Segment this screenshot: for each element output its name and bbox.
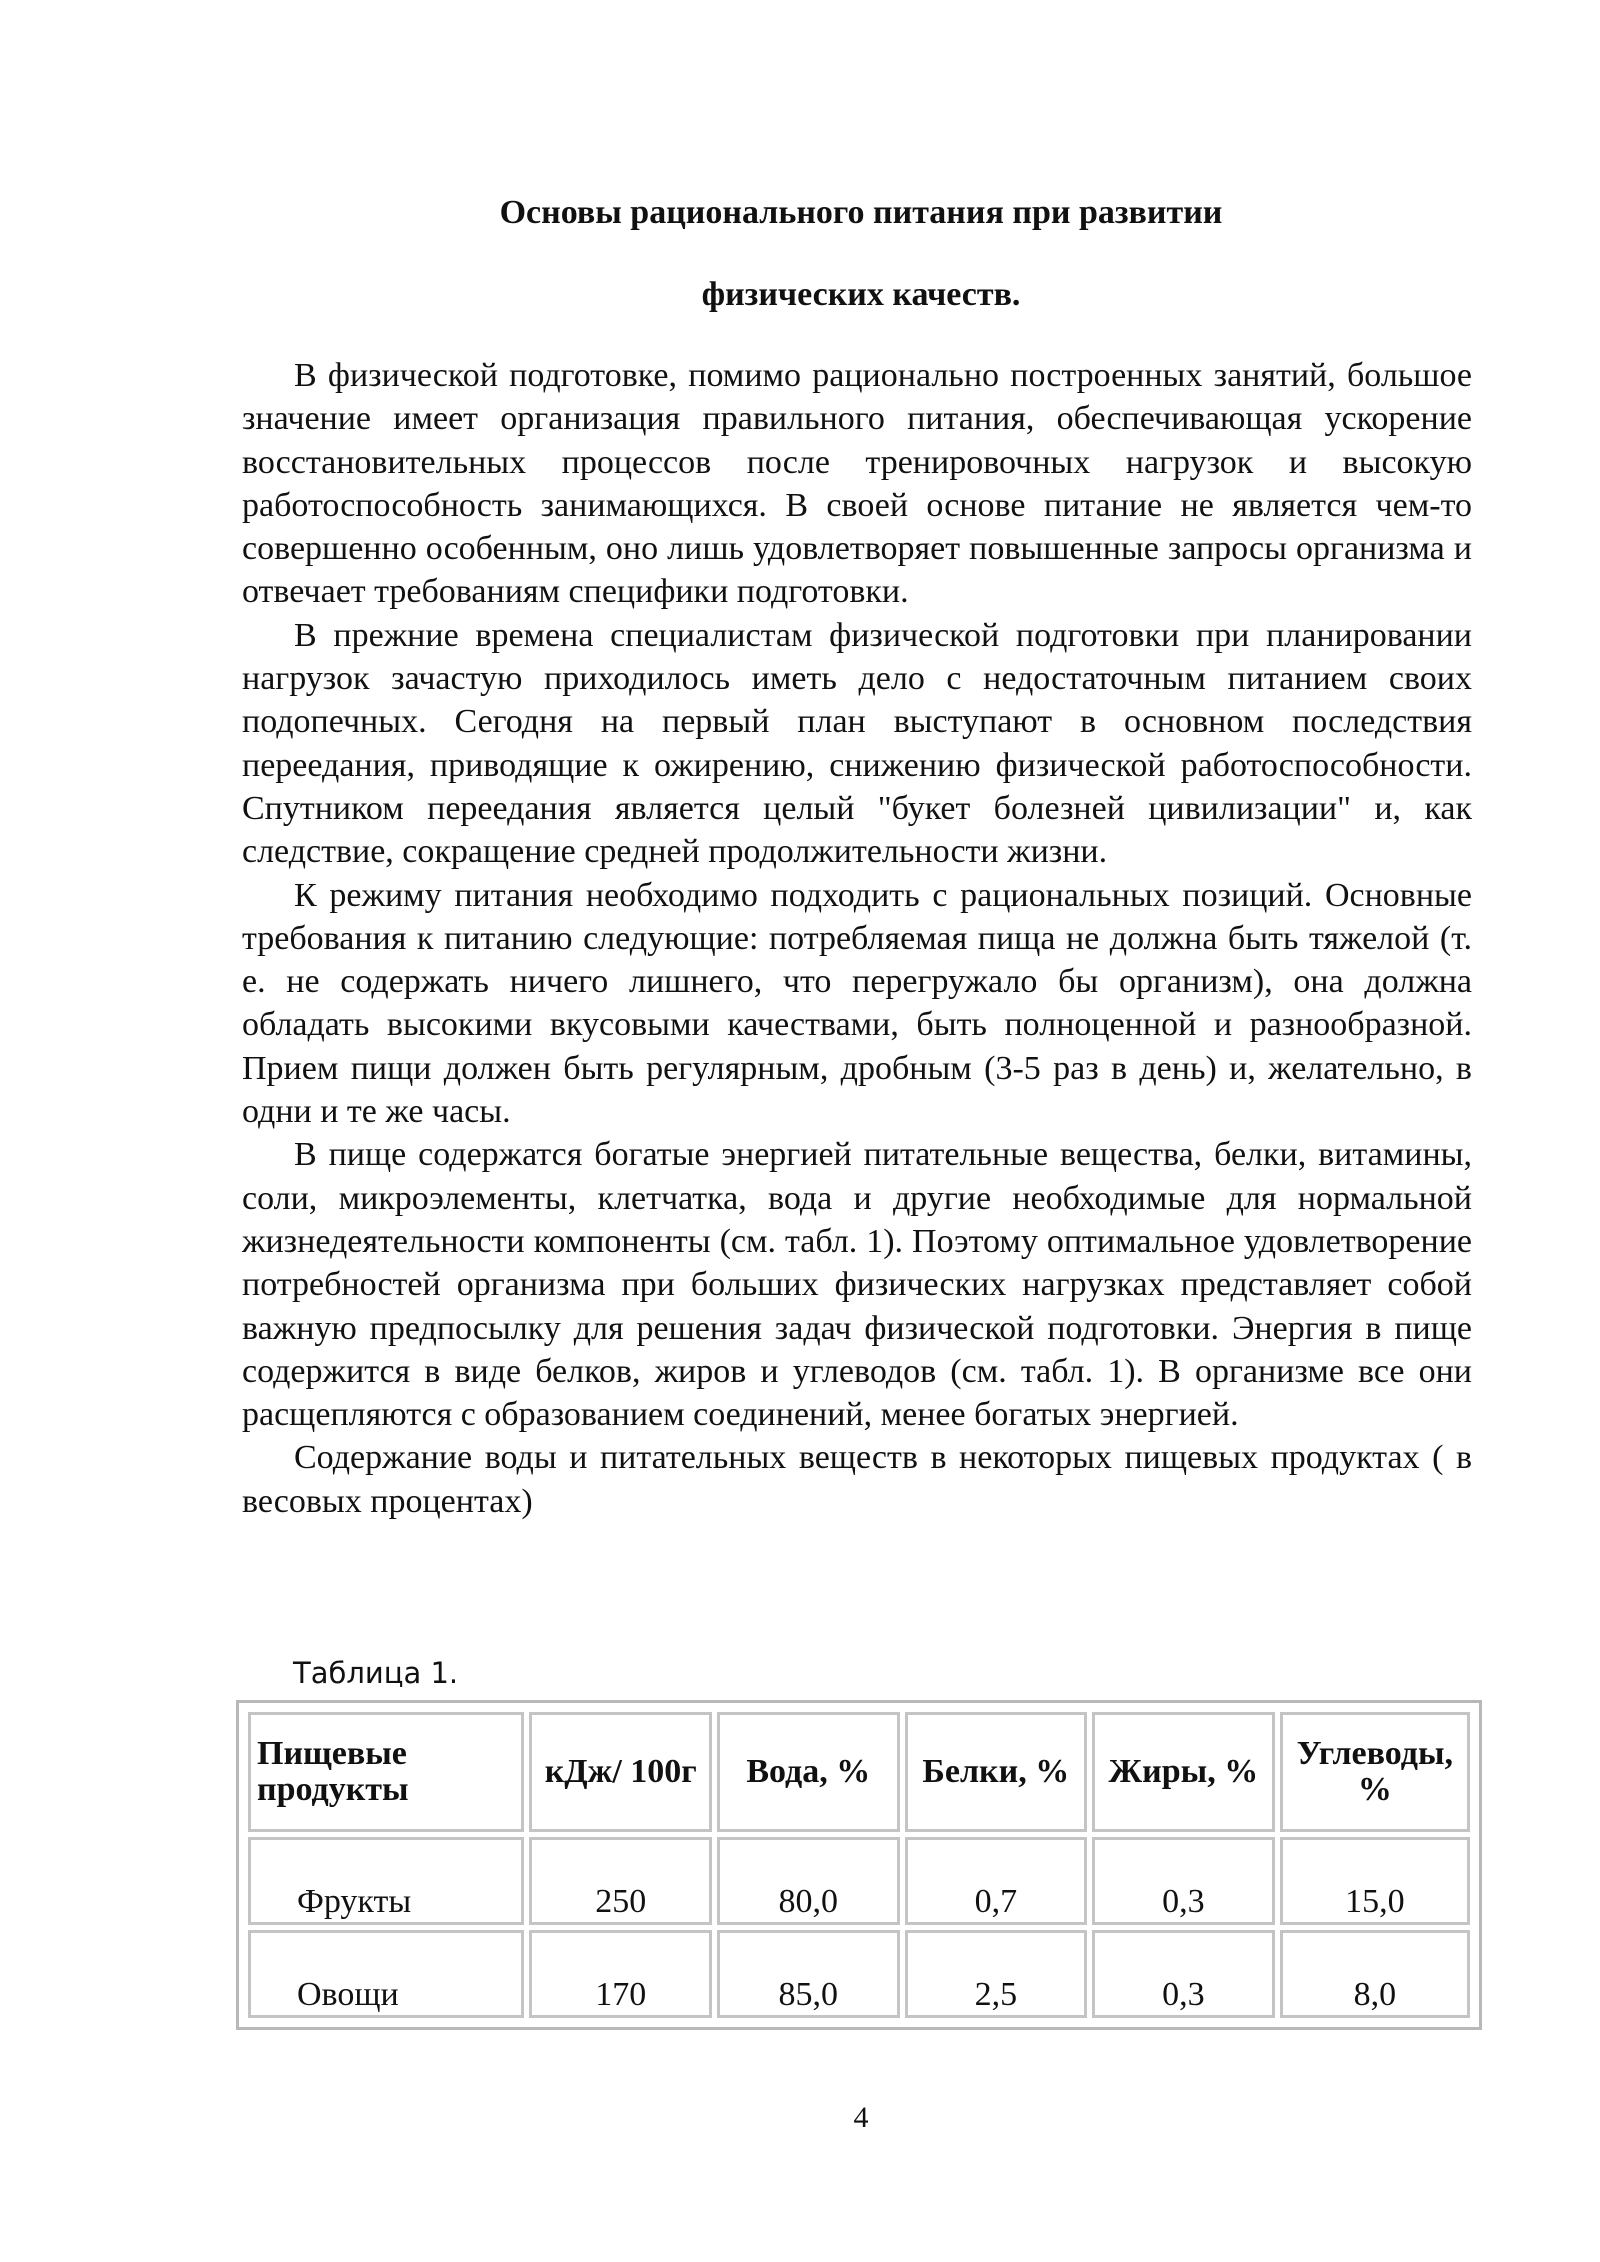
table-cell: Фрукты xyxy=(248,1837,524,1925)
table-cell: 85,0 xyxy=(717,1930,900,2018)
table-row xyxy=(248,1930,1470,2018)
header-cell: кДж/ 100г xyxy=(529,1712,712,1832)
body-text xyxy=(242,354,1472,1523)
table-caption: Таблица 1. xyxy=(293,1656,459,1690)
table-cell: 170 xyxy=(529,1930,712,2018)
table-cell: 0,7 xyxy=(905,1837,1088,1925)
table-cell: 8,0 xyxy=(1280,1930,1470,2018)
table-cell: Овощи xyxy=(248,1930,524,2018)
header-cell: Белки, % xyxy=(905,1712,1088,1832)
paragraph-4: В пище содержатся богатые энергией питательные вещества, белки, витамины, соли, микроэлементы, клетчатка, вода и другие необходимые для нормальной жизнедеятельности компоненты (см. табл. 1). Поэтому оптимальное удовлетворение потребностей организма при больших физических нагрузках представляет собой важную предпосылку для решения задач физической подготовки. Энергия в пище содержится в виде белков, жиров и углеводов (см. табл. 1). В организме все они расщепляются с образованием соединений, менее богатых энергией. xyxy=(242,1136,1472,1434)
paragraph-5: Содержание воды и питательных веществ в некоторых пищевых продуктах ( в весовых процентах) xyxy=(242,1439,1472,1520)
table-cell: 0,3 xyxy=(1092,1837,1275,1925)
paragraph-2: В прежние времена специалистам физической подготовки при планировании нагрузок зачастую приходилось иметь дело с недостаточным питанием своих подопечных. Сегодня на первый план выступают в основном последствия переедания, приводящие к ожирению, снижению физической работоспособности. Спутником переедания является целый "букет болезней цивилизации" и, как следствие, сокращение средней продолжительности жизни. xyxy=(242,616,1472,871)
header-cell: Углеводы, % xyxy=(1280,1712,1470,1832)
page-number: 4 xyxy=(853,2101,869,2134)
header-cell: Пищевые продукты xyxy=(248,1712,524,1832)
header-cell: Вода, % xyxy=(717,1712,900,1832)
table-row xyxy=(248,1837,1470,1925)
table-cell: 2,5 xyxy=(905,1930,1088,2018)
header-cell: Жиры, % xyxy=(1092,1712,1275,1832)
table-cell: 250 xyxy=(529,1837,712,1925)
paragraph-3: К режиму питания необходимо подходить с рациональных позиций. Основные требования к питанию следующие: потребляемая пища не должна быть тяжелой (т. е. не содержать ничего лишнего, что перегружало бы организм), она должна обладать высокими вкусовыми качествами, быть полноценной и разнообразной. Прием пищи должен быть регулярным, дробным (3-5 раз в день) и, желательно, в одни и те же часы. xyxy=(242,876,1472,1131)
table-cell: 80,0 xyxy=(717,1837,900,1925)
nutrition-table xyxy=(243,1707,1475,2023)
document-title-line-2: физических качеств. xyxy=(701,276,1021,313)
paragraph-1: В физической подготовке, помимо рационально построенных занятий, большое значение имеет организация правильного питания, обеспечивающая ускорение восстановительных процессов после тренировочных нагрузок и высокую работоспособность занимающихся. В своей основе питание не является чем-то совершенно особенным, оно лишь удовлетворяет повышенные запросы организма и отвечает требованиям специфики подготовки. xyxy=(242,357,1472,611)
document-title-line-1: Основы рационального питания при развитии xyxy=(499,194,1223,231)
table-header-row xyxy=(248,1712,1470,1832)
table-cell: 0,3 xyxy=(1092,1930,1275,2018)
table-cell: 15,0 xyxy=(1280,1837,1470,1925)
nutrition-table-frame xyxy=(236,1700,1482,2030)
